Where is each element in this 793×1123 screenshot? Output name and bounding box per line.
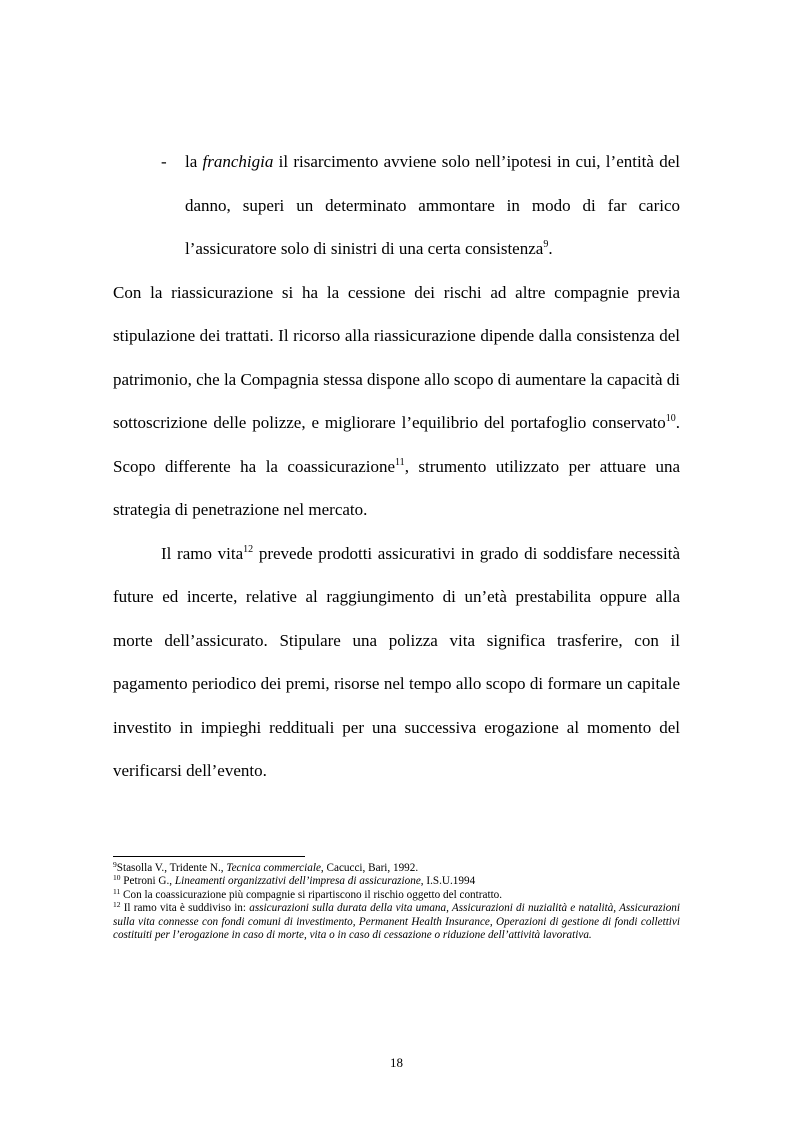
footnotes — [113, 862, 680, 942]
list-item-end: . — [548, 239, 553, 258]
footnote-separator — [113, 856, 305, 857]
list-item-text: il risarcimento avviene solo nell’ipotesi in cui, l’entità del danno, superi un determinato ammontare in modo di far carico l’assicuratore solo di sinistri di una certa consistenza — [185, 152, 680, 258]
footnote-number: 11 — [113, 886, 121, 896]
paragraph-riassicurazione — [113, 271, 680, 532]
paragraph-1-part-c: , strumento utilizzato per attuare una strategia di penetrazione nel mercato. — [113, 456, 680, 519]
footnote-title: assicurazioni sulla durata della vita umana, Assicurazioni di nuzialità e natalità, Assicurazioni sulla vita connesse con fondi comuni di investimento, Permanent Health Insurance, Operazioni di gestione di fondi collettivi costituiti per l’erogazione in caso di morte, vita o in caso di cessazione o riduzione dell’attività lavorativa. — [113, 902, 681, 942]
footnote-text: , I.S.U.1994 — [420, 875, 476, 888]
list-item-franchigia — [113, 140, 680, 271]
footnote-ref-11[interactable]: 11 — [395, 456, 405, 468]
page-number: 18 — [390, 1055, 403, 1070]
footnote-10 — [113, 875, 680, 888]
paragraph-2-part-a: Il ramo vita — [161, 543, 244, 563]
footnote-title: Lineamenti organizzativi dell’impresa di assicurazione — [174, 875, 421, 888]
list-item-lead: la — [185, 152, 203, 171]
footnote-11 — [113, 886, 680, 902]
footnote-ref-12[interactable]: 12 — [243, 543, 254, 555]
footnote-12 — [113, 902, 680, 942]
footnote-text: Con la coassicurazione più compagnie si ripartiscono il rischio oggetto del contratto. — [120, 888, 503, 901]
paragraph-1-part-a: Con la riassicurazione si ha la cessione dei rischi ad altre compagnie previa stipulazione dei trattati. Il ricorso alla riassicurazione dipende dalla consistenza del patrimonio, che la Compagnia stessa dispone allo scopo di aumentare la capacità di sottoscrizione delle polizze, e migliorare l’equilibrio del portafoglio conservato — [113, 282, 680, 432]
footnote-ref-10[interactable]: 10 — [665, 413, 676, 424]
footnote-title: Tecnica commerciale — [226, 862, 321, 874]
footnote-number: 10 — [113, 873, 121, 883]
list-dash: - — [161, 152, 167, 171]
footnote-text: , Cacucci, Bari, 1992. — [320, 862, 419, 874]
footnote-number: 9 — [113, 860, 117, 869]
body-text — [113, 140, 680, 793]
footnote-9 — [113, 862, 680, 875]
paragraph-ramo-vita — [113, 532, 680, 793]
footnote-number: 12 — [113, 900, 121, 910]
footnote-text: Il ramo vita è suddiviso in: — [120, 902, 250, 915]
footnote-ref-9[interactable]: 9 — [543, 239, 549, 250]
term-franchigia: franchigia — [202, 152, 274, 171]
footnote-text: Stasolla V., Tridente N., — [116, 862, 227, 874]
paragraph-1-part-b: . Scopo differente ha la coassicurazione — [113, 413, 680, 476]
paragraph-2-part-b: prevede prodotti assicurativi in grado di soddisfare necessità future ed incerte, relative al raggiungimento di un’età prestabilita oppure alla morte dell’assicurato. Stipulare una polizza vita significa trasferire, con il pagamento periodico dei premi, risorse nel tempo allo scopo di formare un capitale investito in impieghi reddituali per una successiva erogazione al momento del verificarsi dell’evento. — [113, 543, 680, 780]
footnote-text: Petroni G., — [120, 875, 175, 888]
